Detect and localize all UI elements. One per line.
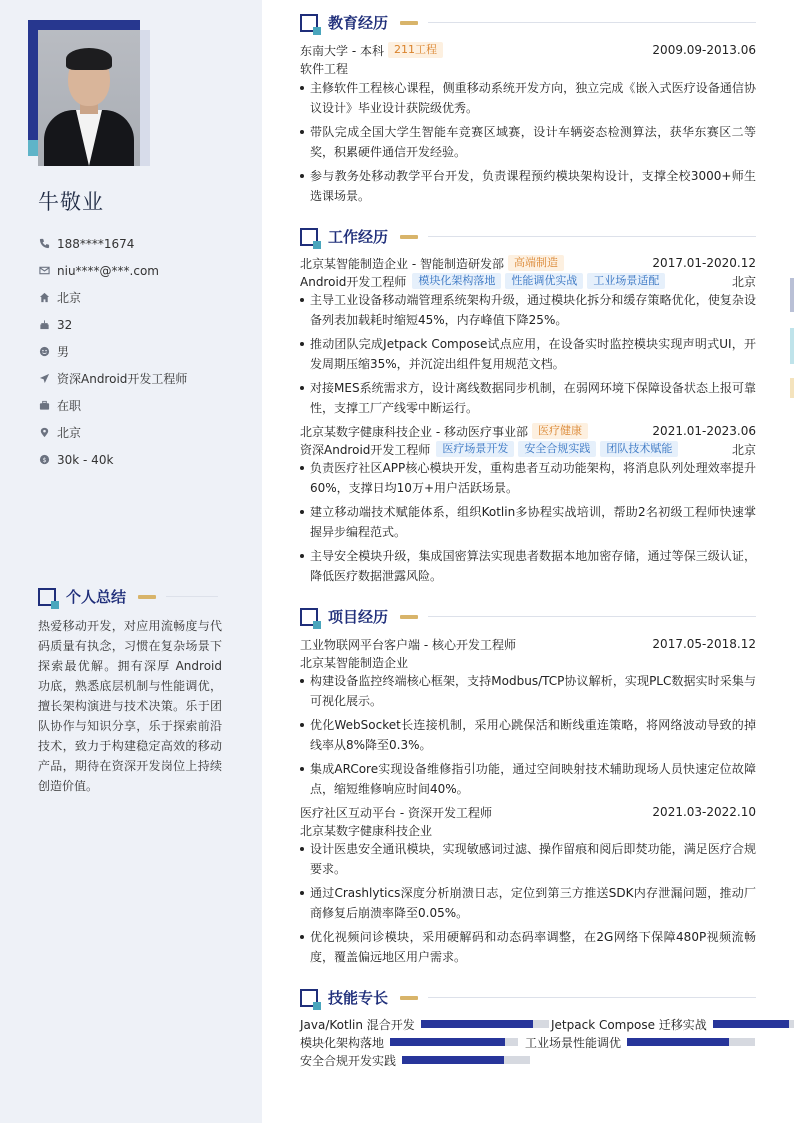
job-1-bullets [300,290,756,422]
status-text: 在职 [57,399,82,413]
info-salary [38,446,187,473]
phone-icon [38,238,50,250]
projects-title: 项目经历 [328,608,389,626]
education-date: 2009.09-2013.06 [652,43,756,57]
job-skill-tag: 安全合规实践 [518,441,596,457]
education-heading [300,12,756,33]
send-icon [38,373,50,385]
info-age [38,311,187,338]
list-item: 对接MES系统需求方，设计离线数据同步机制，在弱网环境下保障设备状态上报可靠性，支撑工厂产线零中断运行。 [300,378,756,418]
money-icon [38,454,50,466]
skill-item [300,1052,530,1068]
project-name: 医疗社区互动平台 - 资深开发工程师 [300,805,492,820]
project-2-header [300,803,756,821]
skill-bar-fill [421,1020,534,1028]
profile-photo [38,30,140,166]
sidebar [0,0,262,1123]
photo-frame-accent [28,140,38,156]
info-position [38,365,187,392]
expected-city-text: 北京 [57,426,82,440]
job-company: 北京某智能制造企业 - 智能制造研发部 [300,256,504,271]
project-2-bullets [300,839,756,971]
skill-bar [713,1020,794,1028]
job-industry-tag: 医疗健康 [532,423,588,439]
project-company: 北京某数字健康科技企业 [300,823,433,838]
edge-decoration [790,328,794,364]
job-company: 北京某数字健康科技企业 - 移动医疗事业部 [300,424,528,439]
heading-accent-bar [400,615,418,619]
section-square-icon [300,228,318,246]
job-skill-tag: 团队技术赋能 [600,441,678,457]
project-1-company-row [300,653,756,671]
job-2-role-row [300,440,756,458]
info-gender [38,338,187,365]
skill-item [525,1034,755,1050]
project-company: 北京某智能制造企业 [300,655,409,670]
skill-bar [627,1038,755,1046]
info-expected-city [38,419,187,446]
skill-item [551,1016,794,1032]
phone-text: 188****1674 [57,236,135,251]
skill-name: 模块化架构落地 [300,1035,385,1050]
skills-heading [300,987,756,1008]
svg-text:$: $ [41,455,47,464]
briefcase-icon [38,400,50,412]
list-item: 建立移动端技术赋能体系，组织Kotlin多协程实战培训，帮助2名初级工程师快速掌握异步编程范式。 [300,502,756,542]
edge-decoration [790,378,794,398]
heading-divider [166,596,218,597]
school-tag: 211工程 [388,42,443,58]
skill-item [300,1034,518,1050]
summary-heading [38,586,218,607]
contact-info-list [38,230,187,473]
location-text: 北京 [57,291,82,305]
skill-bar [421,1020,549,1028]
project-date: 2017.05-2018.12 [652,637,756,651]
list-item: 主修软件工程核心课程，侧重移动系统开发方向，独立完成《嵌入式医疗设备通信协议设计》毕业设计获院级优秀。 [300,78,756,118]
heading-divider [428,997,756,998]
cake-icon [38,319,50,331]
job-date: 2017.01-2020.12 [652,256,756,270]
job-industry-tag: 高端制造 [508,255,564,271]
skill-bar [402,1056,530,1064]
job-1-role-row [300,272,756,290]
list-item: 推动团队完成Jetpack Compose试点应用，在设备实时监控模块实现声明式UI，开发周期压缩35%，并沉淀出组件复用规范文档。 [300,334,756,374]
list-item: 通过Crashlytics深度分析崩溃日志，定位到第三方推送SDK内存泄漏问题，推动厂商修复后崩溃率降至0.05%。 [300,883,756,923]
summary-text: 热爱移动开发，对应用流畅度与代码质量有执念，习惯在复杂场景下探索最优解。拥有深厚 Android 功底，熟悉底层机制与性能调优，擅长架构演进与技术决策。乐于团队协作与知识分享，乐于探索前沿技术，致力于构建稳定高效的移动产品，期待在资深开发岗位上持续创造价值。 [38,619,222,793]
info-email [38,257,187,284]
education-row [300,41,756,59]
edge-decoration [790,278,794,312]
job-role: Android开发工程师 [300,274,407,289]
job-1-header [300,254,756,272]
skill-name: 工业场景性能调优 [525,1035,622,1050]
info-phone [38,230,187,257]
education-major-row [300,59,756,77]
skill-bar-fill [713,1020,790,1028]
job-skill-tag: 医疗场景开发 [436,441,514,457]
list-item: 带队完成全国大学生智能车竞赛区域赛，设计车辆姿态检测算法，获华东赛区二等奖，积累硬件通信开发经验。 [300,122,756,162]
heading-accent-bar [400,996,418,1000]
list-item: 设计医患安全通讯模块，实现敏感词过滤、操作留痕和阅后即焚功能，满足医疗合规要求。 [300,839,756,879]
heading-accent-bar [400,21,418,25]
skill-item [300,1016,549,1032]
heading-divider [428,616,756,617]
heading-divider [428,236,756,237]
school-name: 东南大学 - 本科 [300,43,384,58]
summary-title: 个人总结 [66,588,127,606]
project-1-header [300,635,756,653]
home-icon [38,292,50,304]
info-location [38,284,187,311]
project-2-company-row [300,821,756,839]
project-date: 2021.03-2022.10 [652,805,756,819]
heading-accent-bar [138,595,156,599]
list-item: 主导工业设备移动端管理系统架构升级，通过模块化拆分和缓存策略优化，使复杂设备列表加载耗时缩短45%，内存峰值下降25%。 [300,290,756,330]
job-2-bullets [300,458,756,590]
list-item: 优化WebSocket长连接机制，采用心跳保活和断线重连策略，将网络波动导致的掉线率从8%降至0.3%。 [300,715,756,755]
smiley-icon [38,346,50,358]
work-title: 工作经历 [328,228,389,246]
skill-bar [390,1038,518,1046]
project-name: 工业物联网平台客户端 - 核心开发工程师 [300,637,516,652]
heading-accent-bar [400,235,418,239]
education-major: 软件工程 [300,61,349,76]
email-text: niu****@***.com [57,263,159,278]
list-item: 主导安全模块升级，集成国密算法实现患者数据本地加密存储，通过等保三级认证，降低医疗数据泄露风险。 [300,546,756,586]
job-skill-tag: 模块化架构落地 [412,273,501,289]
map-pin-icon [38,427,50,439]
skills-title: 技能专长 [328,989,389,1007]
list-item: 负责医疗社区APP核心模块开发，重构患者互动功能架构，将消息队列处理效率提升60%，支撑日均10万+用户活跃场景。 [300,458,756,498]
salary-text: 30k - 40k [57,452,114,467]
list-item: 优化视频问诊模块，采用硬解码和动态码率调整，在2G网络下保障480P视频流畅度，覆盖偏远地区用户需求。 [300,927,756,967]
section-square-icon [300,14,318,32]
info-status [38,392,187,419]
projects-heading [300,606,756,627]
section-square-icon [300,989,318,1007]
skill-bar-fill [627,1038,729,1046]
education-title: 教育经历 [328,14,389,32]
skill-bar-fill [390,1038,505,1046]
job-skill-tag: 性能调优实战 [505,273,583,289]
project-1-bullets [300,671,756,803]
list-item: 参与教务处移动教学平台开发，负责课程预约模块架构设计，支撑全校3000+师生选课场景。 [300,166,756,206]
heading-divider [428,22,756,23]
job-city: 北京 [731,442,756,457]
list-item: 构建设备监控终端核心框架，支持Modbus/TCP协议解析，实现PLC数据实时采集与可视化展示。 [300,671,756,711]
skill-name: 安全合规开发实践 [300,1053,397,1068]
job-city: 北京 [731,274,756,289]
skill-name: Jetpack Compose 迁移实战 [551,1017,707,1032]
skill-bar-fill [402,1056,504,1064]
job-2-header [300,422,756,440]
gender-text: 男 [57,345,70,359]
section-square-icon [300,608,318,626]
list-item: 集成ARCore实现设备维修指引功能，通过空间映射技术辅助现场人员快速定位故障点，缩短维修响应时间40%。 [300,759,756,799]
mail-icon [38,265,50,277]
job-date: 2021.01-2023.06 [652,424,756,438]
section-square-icon [38,588,56,606]
education-bullets [300,78,756,210]
work-heading [300,226,756,247]
job-role: 资深Android开发工程师 [300,442,431,457]
job-skill-tag: 工业场景适配 [587,273,665,289]
position-text: 资深Android开发工程师 [57,372,188,386]
skill-name: Java/Kotlin 混合开发 [300,1017,415,1032]
age-text: 32 [57,317,73,332]
candidate-name: 牛敬业 [38,190,104,214]
